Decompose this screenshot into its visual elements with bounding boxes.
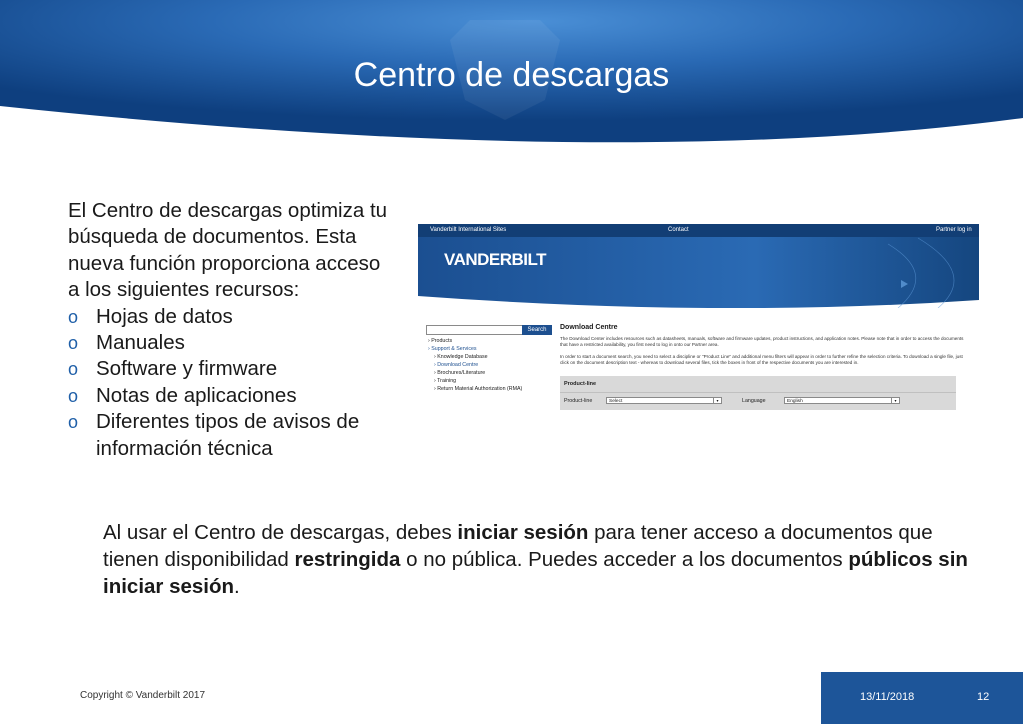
- nav-item-training[interactable]: › Training: [434, 378, 457, 384]
- site-search-input[interactable]: [426, 325, 524, 335]
- product-line-panel: [560, 376, 956, 410]
- nav-item-support[interactable]: › Support & Services: [428, 346, 477, 352]
- chevron-down-icon: ▾: [891, 398, 899, 403]
- bullet-circle-icon: o: [68, 412, 79, 433]
- site-topbar: [418, 224, 979, 238]
- login-note: Al usar el Centro de descargas, debes iniciar sesión para tener acceso a documentos que tienen disponibilidad restringida o no pública. Puedes acceder a los documentos públicos sin iniciar sesión.: [103, 521, 968, 598]
- product-line-label: Product-line: [564, 398, 593, 404]
- site-search-button[interactable]: Search: [522, 325, 552, 335]
- footer-bar: [821, 672, 1023, 724]
- vanderbilt-logo: VANDERBILT: [444, 250, 547, 269]
- page-number: 12: [977, 691, 990, 703]
- slide-title: Centro de descargas: [353, 56, 670, 94]
- list-item: o Hojas de datos: [68, 304, 393, 330]
- list-item: o Notas de aplicaciones: [68, 383, 393, 409]
- language-label: Language: [742, 398, 766, 404]
- bullet-circle-icon: o: [68, 359, 79, 380]
- list-item: o Manuales: [68, 330, 393, 356]
- product-line-select[interactable]: Select ▾: [606, 397, 722, 404]
- nav-item-rma[interactable]: › Return Material Authorization (RMA): [434, 386, 523, 392]
- panel-divider: [560, 392, 956, 393]
- footer-date: 13/11/2018: [860, 691, 915, 703]
- partner-login-link[interactable]: Partner log in: [936, 227, 972, 233]
- list-item: o Diferentes tipos de avisos de información técnica: [68, 410, 360, 460]
- panel-header: Product-line: [564, 381, 597, 387]
- download-centre-description: The Download Center includes resources such as datasheets, manuals, software and firmware updates, product instructions, and application notes. Please note that in order to access the documents that have a restricted availability, you first need to log in onto our Partner area. In order to start a document search, you need to select a discipline or "Product Line" and additional menu filters will appear in order to further refine the selection criteria. To download a single file, just click on the document description text - whereas to download several files, tick the boxes in front of the respective documents you are interested in.: [560, 336, 964, 365]
- bullet-circle-icon: o: [68, 306, 79, 327]
- chevron-down-icon: ▾: [713, 398, 721, 403]
- contact-link[interactable]: Contact: [668, 227, 689, 233]
- copyright-text: Copyright © Vanderbilt 2017: [80, 690, 206, 701]
- nav-item-download[interactable]: › Download Centre: [434, 362, 479, 368]
- bullet-circle-icon: o: [68, 333, 79, 354]
- nav-item-products[interactable]: › Products: [428, 338, 453, 344]
- nav-item-knowledge[interactable]: › Knowledge Database: [434, 354, 488, 360]
- language-select[interactable]: English ▾: [784, 397, 900, 404]
- sites-link[interactable]: Vanderbilt International Sites: [430, 227, 507, 233]
- bullet-circle-icon: o: [68, 385, 79, 406]
- list-item: o Software y firmware: [68, 356, 393, 382]
- nav-item-brochures[interactable]: › Brochures/Literature: [434, 370, 486, 376]
- download-centre-heading: Download Centre: [560, 324, 618, 331]
- download-centre-screenshot: [418, 224, 979, 412]
- intro-block: [68, 198, 393, 462]
- site-nav: [428, 337, 522, 393]
- resource-list: [68, 304, 393, 462]
- intro-paragraph: El Centro de descargas optimiza tu búsqueda de documentos. Esta nueva función proporciona acceso a los siguientes recursos:: [68, 199, 388, 302]
